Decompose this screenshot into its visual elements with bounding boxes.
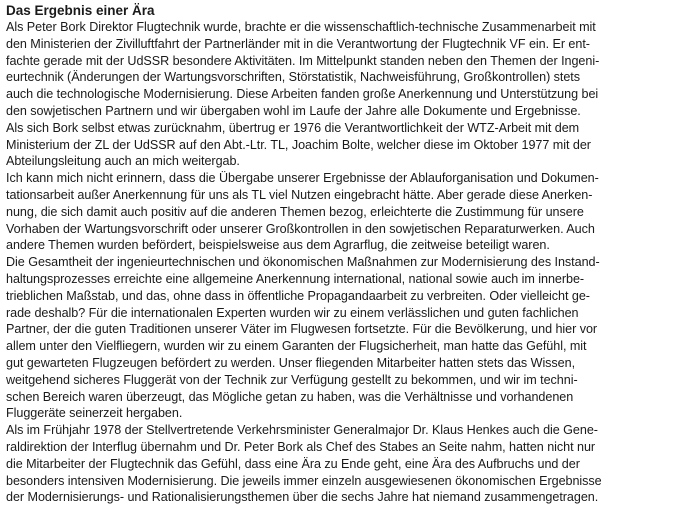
text-line: Ministerium der ZL der UdSSR auf den Abt.-Ltr. TL, Joachim Bolte, welcher diese im Oktober 1977 mit der [6,137,591,152]
text-line: eurtechnik (Änderungen der Wartungsvorschriften, Störstatistik, Nachweisführung, Großkontrollen) stets [6,70,581,85]
text-line: gut gewarteten Flugzeugen befördert zu werden. Unser fliegenden Mitarbeiter hatten stets das Wissen, [6,355,576,370]
text-line: schen Bereich waren überzeugt, das Mögliche getan zu haben, was die Verhältnisse und vorhandenen [6,389,574,404]
text-line: allem unter den Vielfliegern, wurden wir zu einem Garanten der Flugsicherheit, man hatte das Gefühl, mit [6,339,587,354]
text-line: raldirektion der Interflug übernahm und Dr. Peter Bork als Chef des Stabes an Seite nahm, hatten nicht nur [6,439,596,454]
text-line: Als im Frühjahr 1978 der Stellvertretende Verkehrsminister Generalmajor Dr. Klaus Henkes auch die Gene- [6,423,598,438]
text-line: nung, die sich damit auch positiv auf die anderen Themen bezog, erleichterte die Zustimmung für unsere [6,204,584,219]
text-line: die Mitarbeiter der Flugtechnik das Gefühl, dass eine Ära zu Ende geht, eine Ära des Aufbruchs und der [6,456,580,471]
text-line: Als Peter Bork Direktor Flugtechnik wurde, brachte er die wissenschaftlich-technische Zusammenarbeit mit [6,20,596,34]
text-line: haltungsprozesses erreichte eine allgemeine Anerkennung international, national sowie auch im innerbe- [6,271,585,286]
text-line: den Ministerien der Zivilluftfahrt der Partnerländer mit in die Verantwortung der Flugtechnik VF ein. Er ent- [6,36,590,51]
text-line: den sowjetischen Partnern und wir übergaben wohl im Laufe der Jahre alle Dokumente und Ergebnisse. [6,103,581,118]
document-page [6,2,696,506]
text-line: Fluggeräte seinerzeit hergaben. [6,406,183,421]
text-line: weitgehend sicheres Fluggerät von der Technik zur Verfügung gestellt zu bekommen, und wir im techni- [6,372,578,387]
text-line: andere Themen wurden befördert, beispielsweise aus dem Agrarflug, die zeitweise beteiligt waren. [6,238,550,253]
text-line: trieblichen Maßstab, und das, ohne dass in öffentliche Propagandaarbeit zu verbreiten. Oder vielleicht ge- [6,288,590,303]
text-line: Vorhaben der Wartungsvorschrift oder unserer Großkontrollen in den sowjetischen Reparaturwerken. Auch [6,221,595,236]
text-line: besonders intensiven Modernisierung. Die jeweils immer einzeln ausgewiesenen ökonomischen Ergebnisse [6,473,602,488]
text-line: rade deshalb? Für die internationalen Experten wurden wir zu einem verlässlichen und guten fachlichen [6,305,579,320]
text-line: tationsarbeit außer Anerkennung für uns als TL viel Nutzen eingebracht hätte. Aber gerade diese Anerken- [6,187,593,202]
text-line: der Modernisierungs- und Rationalisierungsthemen über die sechs Jahre hat niemand zusammengetragen. [6,490,599,505]
text-line: Abteilungsleitung auch an mich weitergab. [6,154,240,169]
text-line: auch die technologische Modernisierung. Diese Arbeiten fanden große Anerkennung und Unterstützung bei [6,87,599,102]
text-line: Als sich Bork selbst etwas zurücknahm, übertrug er 1976 die Verantwortlichkeit der WTZ-Arbeit mit dem [6,120,580,135]
text-line: Die Gesamtheit der ingenieurtechnischen und ökonomischen Maßnahmen zur Modernisierung des Instand- [6,255,600,270]
section-heading: Das Ergebnis einer Ära [6,3,155,18]
text-line: fachte gerade mit der UdSSR besondere Aktivitäten. Im Mittelpunkt standen neben den Themen der Ingeni- [6,53,600,68]
body-text [6,19,696,506]
text-line: Partner, der die guten Traditionen unserer Väter im Flugwesen fortsetzte. Für die Bevölkerung, und hier vor [6,322,598,337]
text-line: Ich kann mich nicht erinnern, dass die Übergabe unserer Ergebnisse der Ablauforganisation und Dokumen- [6,171,599,186]
